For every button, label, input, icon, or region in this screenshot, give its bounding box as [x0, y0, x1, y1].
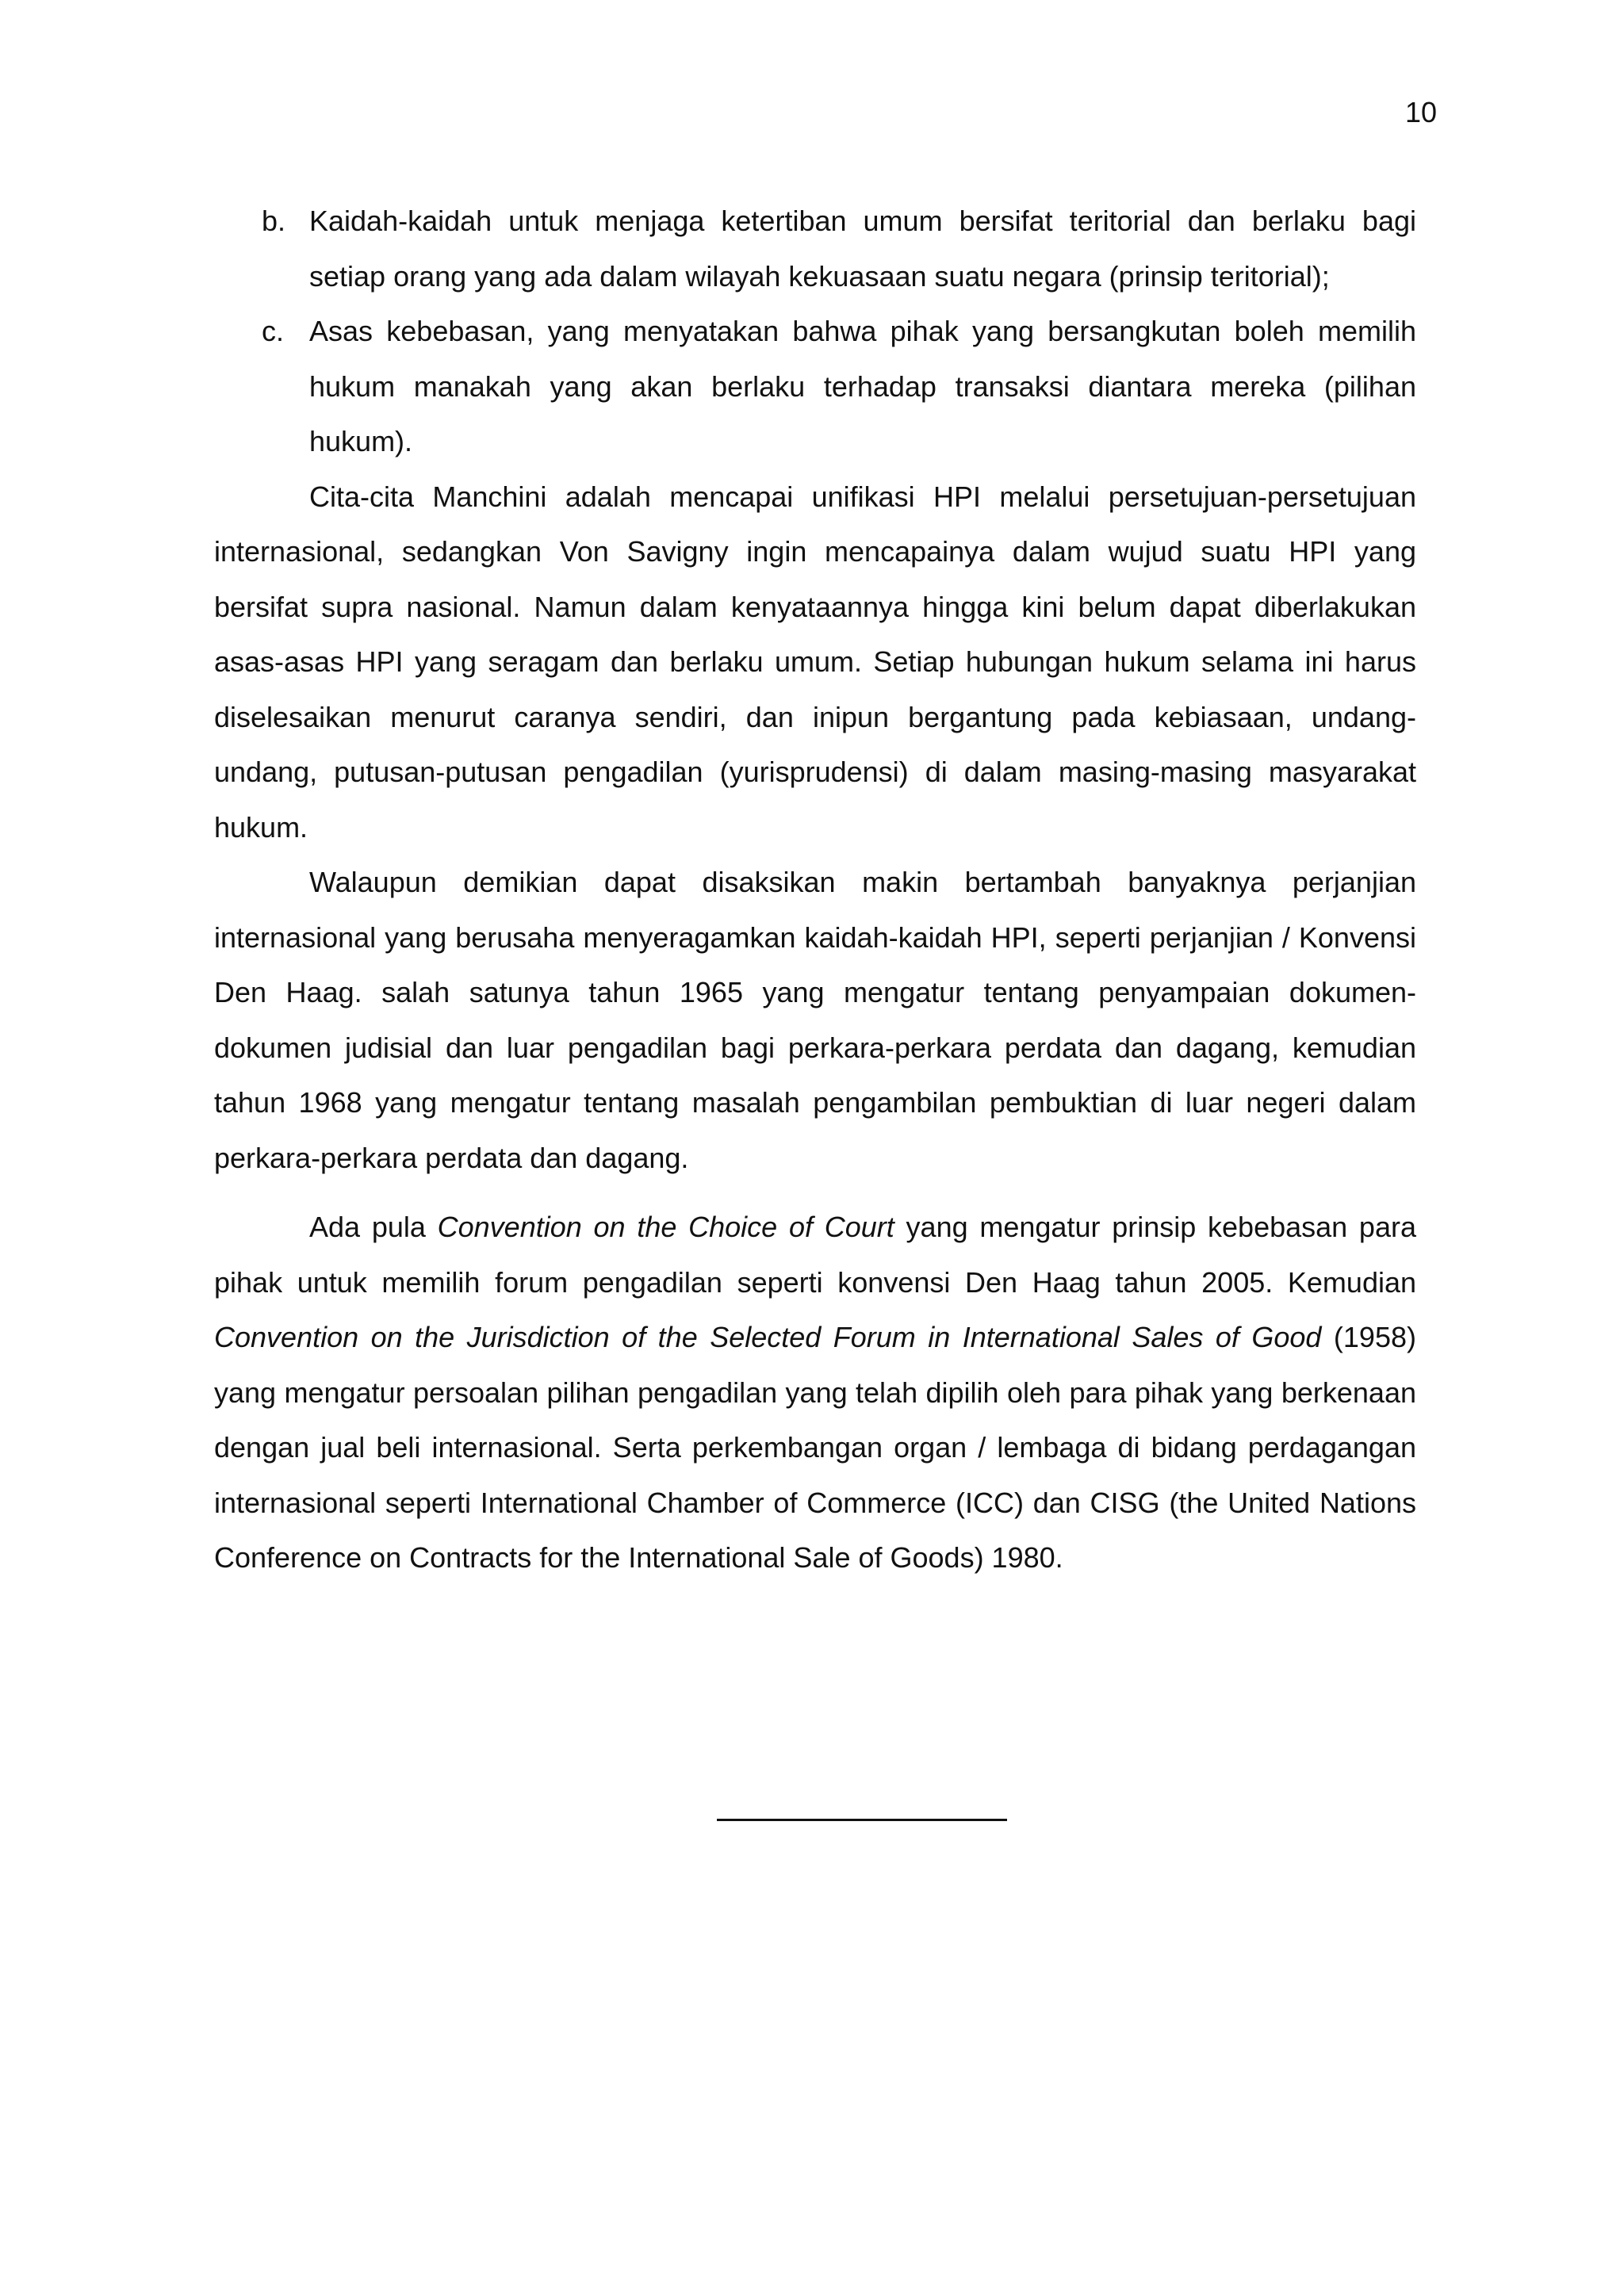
italic-title-jurisdiction-selected-forum: Convention on the Jurisdiction of the Selected Forum in International Sales of Good	[214, 1321, 1322, 1353]
paragraph-convention-choice-of-court	[214, 1200, 1416, 1586]
list-item-b	[214, 193, 1416, 304]
list-marker: b.	[262, 205, 286, 237]
list-item-c	[214, 304, 1416, 469]
list-item-text: Asas kebebasan, yang menyatakan bahwa pihak yang bersangkutan boleh memilih hukum manakah yang akan berlaku terhadap transaksi diantara mereka (pilihan hukum).	[309, 315, 1416, 457]
text-run: Ada pula	[309, 1211, 438, 1243]
paragraph-konvensi-den-haag: Walaupun demikian dapat disaksikan makin bertambah banyaknya perjanjian internasional yang berusaha menyeragamkan kaidah-kaidah HPI, seperti perjanjian / Konvensi Den Haag. salah satunya tahun 1965 yang mengatur tentang penyampaian dokumen-dokumen judisial dan luar pengadilan bagi perkara-perkara perdata dan dagang, kemudian tahun 1968 yang mengatur tentang masalah pengambilan pembuktian di luar negeri dalam perkara-perkara perdata dan dagang.	[214, 866, 1416, 1174]
section-divider-line	[717, 1819, 1007, 1821]
text-run: (1958) yang mengatur persoalan pilihan pengadilan yang telah dipilih oleh para pihak yang berkenaan dengan jual beli internasional. Serta perkembangan organ / lembaga di bidang perdagangan internasional seperti International Chamber of Commerce (ICC) dan CISG (the United Nations Conference on Contracts for the International Sale of Goods) 1980.	[214, 1321, 1416, 1574]
paragraph-manchini-savigny: Cita-cita Manchini adalah mencapai unifikasi HPI melalui persetujuan-persetujuan internasional, sedangkan Von Savigny ingin mencapainya dalam wujud suatu HPI yang bersifat supra nasional. Namun dalam kenyataannya hingga kini belum dapat diberlakukan asas-asas HPI yang seragam dan berlaku umum. Setiap hubungan hukum selama ini harus diselesaikan menurut caranya sendiri, dan inipun bergantung pada kebiasaan, undang-undang, putusan-putusan pengadilan (yurisprudensi) di dalam masing-masing masyarakat hukum.	[214, 480, 1416, 844]
body-text	[214, 193, 1416, 1586]
text-run: yang mengatur prinsip kebebasan para pihak untuk memilih forum pengadilan seperti konvensi Den Haag tahun 2005. Kemudian	[214, 1211, 1416, 1299]
italic-title-choice-of-court: Convention on the Choice of Court	[437, 1211, 894, 1243]
list-item-text: Kaidah-kaidah untuk menjaga ketertiban umum bersifat teritorial dan berlaku bagi setiap orang yang ada dalam wilayah kekuasaan suatu negara (prinsip teritorial);	[309, 205, 1416, 293]
page-number: 10	[1404, 96, 1437, 128]
list-marker: c.	[262, 315, 285, 347]
